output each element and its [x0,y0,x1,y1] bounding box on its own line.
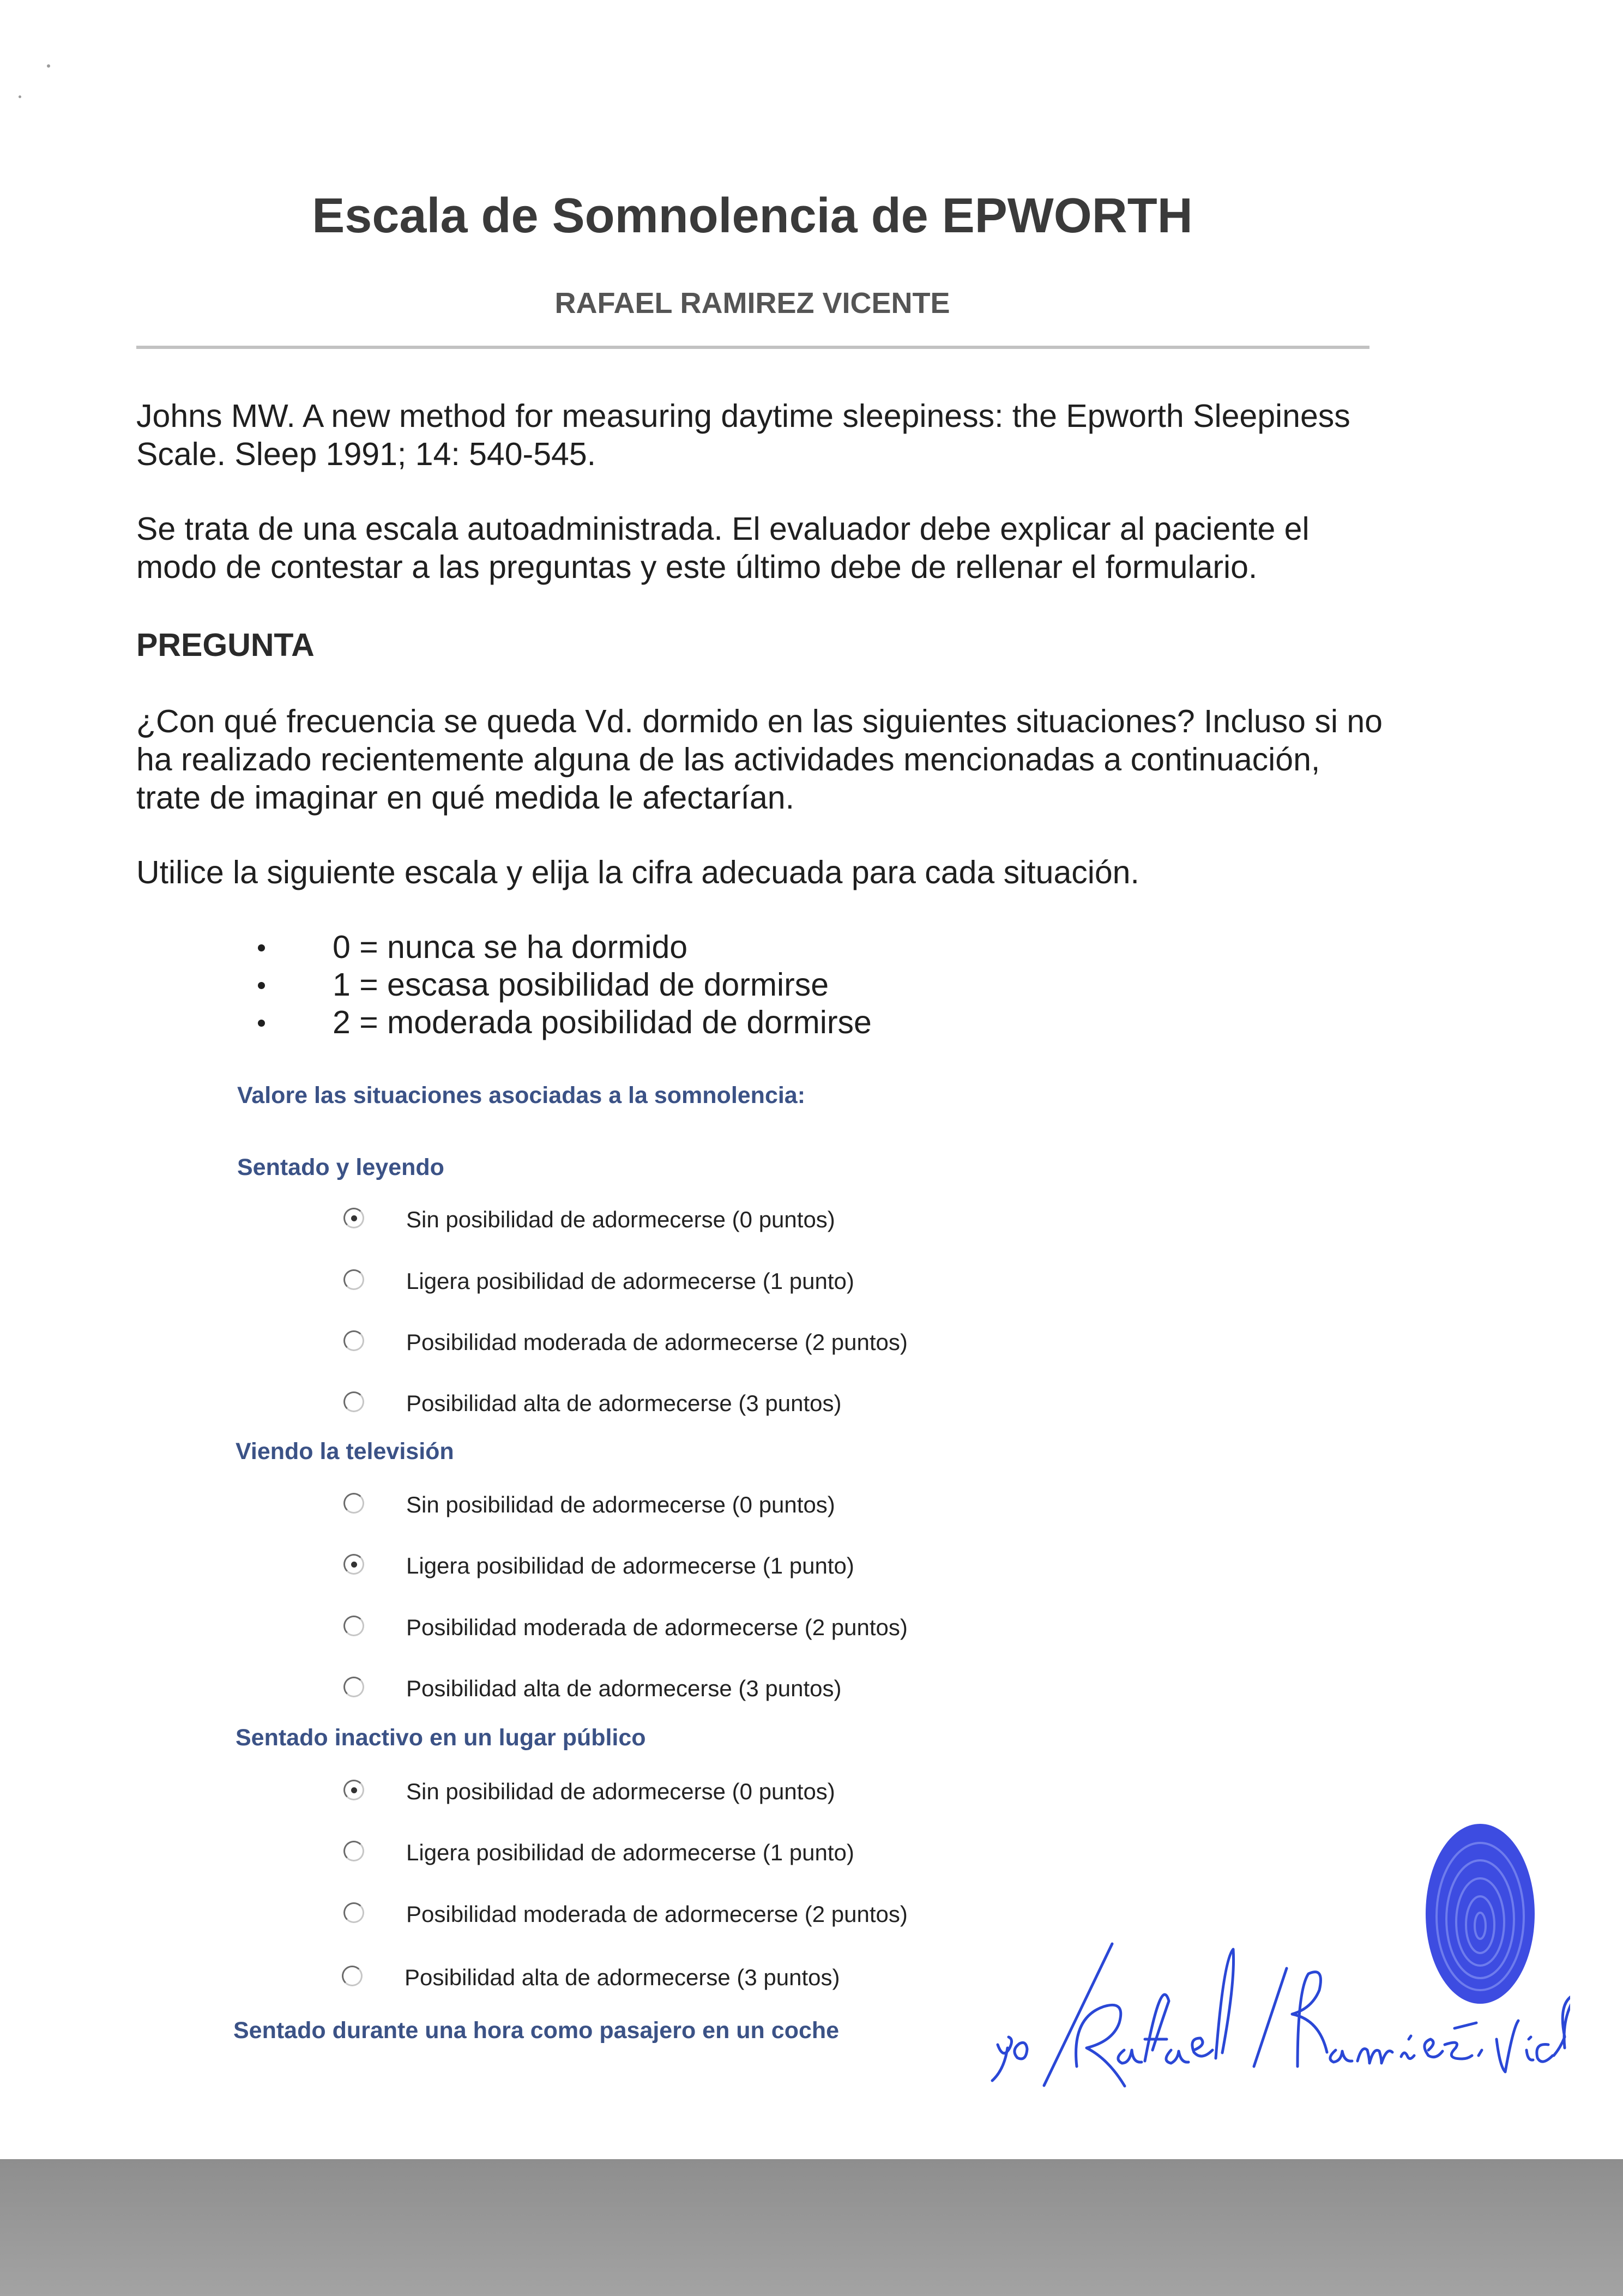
citation-text: Johns MW. A new method for measuring daytime sleepiness: the Epworth Sleepiness Scale. Sleep 1991; 14: 540-545. [136,398,1350,472]
bullet-icon [258,944,265,951]
scale-item: 1 = escasa posibilidad de dormirse [267,966,806,1004]
section-title-car-passenger: Sentado durante una hora como pasajero en un coche [233,2017,840,2044]
document-title: Escala de Somnolencia de EPWORTH [312,189,1193,243]
radio-icon[interactable] [343,1391,364,1412]
author-name: RAFAEL RAMIREZ VICENTE [554,287,950,320]
question-heading: PREGUNTA [136,627,315,663]
bullet-icon [258,982,265,989]
radio-icon[interactable] [343,1330,364,1351]
radio-icon[interactable] [343,1554,364,1575]
bullet-icon [258,1020,265,1027]
scan-border [0,2159,1623,2296]
scan-speck [47,64,50,68]
situations-heading: Valore las situaciones asociadas a la somnolencia: [237,1082,806,1108]
scale-intro-text: Utilice la siguiente escala y elija la cifra adecuada para cada situación. [136,854,1139,890]
radio-icon[interactable] [343,1841,364,1861]
section-title-public-place: Sentado inactivo en un lugar público [236,1725,646,1751]
radio-icon[interactable] [343,1208,364,1228]
divider [136,346,1369,349]
section-title-reading: Sentado y leyendo [237,1154,444,1180]
radio-icon[interactable] [343,1780,364,1800]
radio-icon[interactable] [343,1616,364,1636]
radio-icon[interactable] [343,1493,364,1514]
radio-icon[interactable] [343,1269,364,1290]
scan-speck [19,95,21,98]
question-text: ¿Con qué frecuencia se queda Vd. dormido en las siguientes situaciones? Incluso si no ha realizado recientemente alguna de las actividades mencionadas a continuación, trate de imaginar en qué medida le afectarían. [136,703,1383,816]
radio-icon[interactable] [343,1677,364,1697]
scale-list [267,929,872,1041]
scale-item: 2 = moderada posibilidad de dormirse [267,1004,806,1041]
section-title-tv: Viendo la televisión [236,1438,454,1465]
scale-item: 0 = nunca se ha dormido [267,929,806,966]
fingerprint-icon [1426,1824,1535,2004]
signature-and-fingerprint [981,1810,1570,2116]
intro-text: Se trata de una escala autoadministrada. El evaluador debe explicar al paciente el modo de contestar a las preguntas y este último debe de rellenar el formulario. [136,511,1310,585]
radio-icon[interactable] [342,1966,363,1986]
radio-icon[interactable] [343,1902,364,1923]
